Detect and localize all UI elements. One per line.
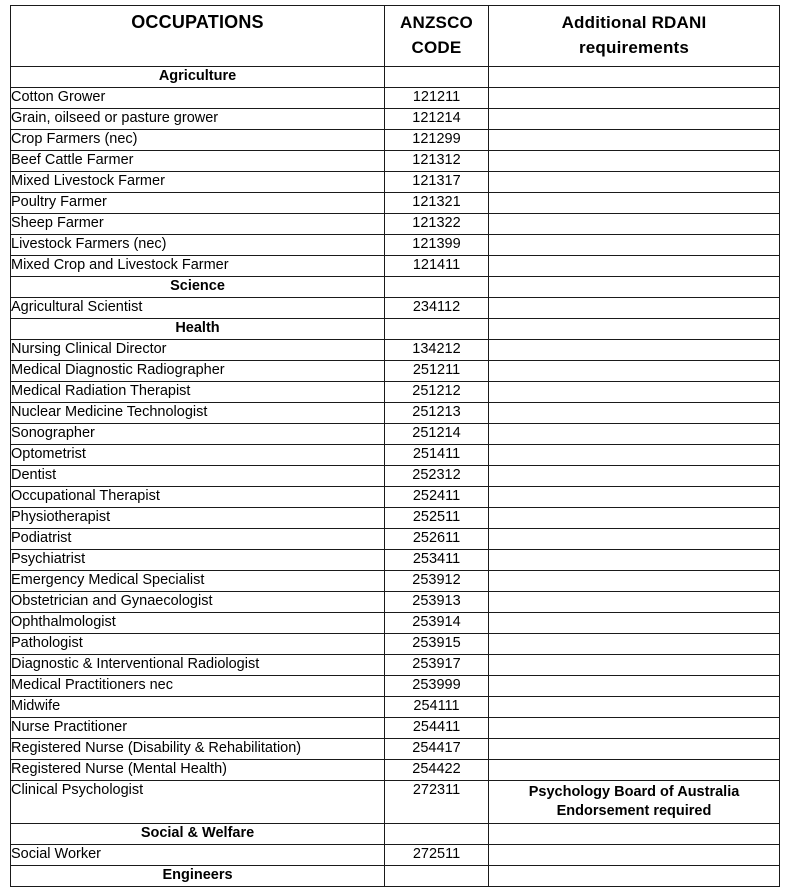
table-row — [11, 109, 780, 130]
occupation-name-cell: Beef Cattle Farmer — [11, 151, 385, 172]
occupation-name-cell: Dentist — [11, 466, 385, 487]
occupation-name-cell: Livestock Farmers (nec) — [11, 235, 385, 256]
section-heading-rdani-cell — [489, 824, 780, 845]
section-heading-label: Engineers — [11, 866, 385, 887]
section-heading-label: Science — [11, 277, 385, 298]
anzsco-code-cell: 121317 — [385, 172, 489, 193]
anzsco-code-cell: 252411 — [385, 487, 489, 508]
section-heading-label: Agriculture — [11, 67, 385, 88]
occupation-name-cell: Medical Radiation Therapist — [11, 382, 385, 403]
anzsco-code-cell: 234112 — [385, 298, 489, 319]
rdani-requirement-cell — [489, 403, 780, 424]
rdani-requirement-cell — [489, 361, 780, 382]
rdani-requirement-cell — [489, 634, 780, 655]
rdani-requirement-cell — [489, 487, 780, 508]
section-heading-code-cell — [385, 866, 489, 887]
column-header-anzsco-code — [385, 6, 489, 67]
rdani-requirement-cell — [489, 466, 780, 487]
rdani-requirement-cell — [489, 676, 780, 697]
occupation-name-cell: Optometrist — [11, 445, 385, 466]
table-row — [11, 193, 780, 214]
occupation-name-cell: Nurse Practitioner — [11, 718, 385, 739]
section-heading-rdani-cell — [489, 866, 780, 887]
anzsco-code-cell: 253917 — [385, 655, 489, 676]
rdani-requirement-cell — [489, 214, 780, 235]
column-header-rdani-line2: requirements — [578, 38, 690, 57]
table-row — [11, 382, 780, 403]
rdani-requirement-cell — [489, 571, 780, 592]
section-heading-label: Social & Welfare — [11, 824, 385, 845]
anzsco-code-cell: 254111 — [385, 697, 489, 718]
anzsco-code-cell: 254411 — [385, 718, 489, 739]
table-row — [11, 130, 780, 151]
anzsco-code-cell: 121211 — [385, 88, 489, 109]
rdani-requirement-cell — [489, 508, 780, 529]
occupation-name-cell: Midwife — [11, 697, 385, 718]
anzsco-code-cell: 252511 — [385, 508, 489, 529]
table-row — [11, 634, 780, 655]
table-row — [11, 676, 780, 697]
anzsco-code-cell: 121321 — [385, 193, 489, 214]
occupations-table — [10, 5, 780, 887]
occupation-name-cell: Agricultural Scientist — [11, 298, 385, 319]
table-row — [11, 88, 780, 109]
section-heading-row — [11, 319, 780, 340]
section-heading-rdani-cell — [489, 319, 780, 340]
rdani-requirement-cell — [489, 340, 780, 361]
anzsco-code-cell: 251213 — [385, 403, 489, 424]
rdani-requirement-cell — [489, 592, 780, 613]
table-row — [11, 424, 780, 445]
section-heading-row — [11, 67, 780, 88]
anzsco-code-cell: 121399 — [385, 235, 489, 256]
section-heading-code-cell — [385, 67, 489, 88]
occupation-name-cell: Cotton Grower — [11, 88, 385, 109]
anzsco-code-cell: 121411 — [385, 256, 489, 277]
section-heading-code-cell — [385, 319, 489, 340]
table-header-row — [11, 6, 780, 67]
anzsco-code-cell: 252611 — [385, 529, 489, 550]
occupation-name-cell: Nursing Clinical Director — [11, 340, 385, 361]
occupation-name-cell: Psychiatrist — [11, 550, 385, 571]
rdani-requirement-cell — [489, 655, 780, 676]
anzsco-code-cell: 251212 — [385, 382, 489, 403]
table-row — [11, 403, 780, 424]
rdani-requirement-cell — [489, 382, 780, 403]
occupation-name-cell: Emergency Medical Specialist — [11, 571, 385, 592]
anzsco-code-cell: 121299 — [385, 130, 489, 151]
anzsco-code-cell: 272511 — [385, 845, 489, 866]
occupation-name-cell: Poultry Farmer — [11, 193, 385, 214]
table-row — [11, 655, 780, 676]
rdani-requirement-cell — [489, 613, 780, 634]
anzsco-code-cell: 272311 — [385, 781, 489, 824]
section-heading-row — [11, 277, 780, 298]
occupation-name-cell: Clinical Psychologist — [11, 781, 385, 824]
anzsco-code-cell: 252312 — [385, 466, 489, 487]
rdani-requirement-cell — [489, 445, 780, 466]
table-row — [11, 361, 780, 382]
anzsco-code-cell: 253411 — [385, 550, 489, 571]
rdani-requirement-cell — [489, 172, 780, 193]
rdani-requirement-cell — [489, 298, 780, 319]
column-header-occupations: OCCUPATIONS — [11, 6, 385, 67]
table-header — [11, 6, 780, 67]
anzsco-code-cell: 121214 — [385, 109, 489, 130]
anzsco-code-cell: 121322 — [385, 214, 489, 235]
anzsco-code-cell: 251211 — [385, 361, 489, 382]
rdani-requirement-cell — [489, 697, 780, 718]
table-row — [11, 592, 780, 613]
table-row — [11, 256, 780, 277]
column-header-anzsco-code-line1: ANZSCO — [400, 13, 473, 32]
occupation-name-cell: Occupational Therapist — [11, 487, 385, 508]
table-row — [11, 466, 780, 487]
rdani-requirement-cell: Psychology Board of Australia Endorsement required — [489, 781, 780, 824]
rdani-requirement-cell — [489, 760, 780, 781]
column-header-anzsco-code-line2: CODE — [411, 38, 462, 57]
table-row — [11, 845, 780, 866]
occupation-name-cell: Registered Nurse (Disability & Rehabilitation) — [11, 739, 385, 760]
anzsco-code-cell: 254417 — [385, 739, 489, 760]
rdani-requirement-cell — [489, 256, 780, 277]
occupation-name-cell: Sonographer — [11, 424, 385, 445]
rdani-requirement-cell — [489, 109, 780, 130]
occupation-name-cell: Diagnostic & Interventional Radiologist — [11, 655, 385, 676]
occupation-name-cell: Medical Diagnostic Radiographer — [11, 361, 385, 382]
rdani-requirement-cell — [489, 739, 780, 760]
anzsco-code-cell: 121312 — [385, 151, 489, 172]
table-row — [11, 781, 780, 824]
section-heading-row — [11, 824, 780, 845]
table-row — [11, 529, 780, 550]
rdani-requirement-cell — [489, 529, 780, 550]
rdani-requirement-cell — [489, 718, 780, 739]
section-heading-row — [11, 866, 780, 887]
column-header-rdani-line1: Additional RDANI — [561, 13, 707, 32]
anzsco-code-cell: 251411 — [385, 445, 489, 466]
occupation-name-cell: Nuclear Medicine Technologist — [11, 403, 385, 424]
table-row — [11, 298, 780, 319]
table-row — [11, 151, 780, 172]
rdani-requirement-cell — [489, 130, 780, 151]
occupation-name-cell: Social Worker — [11, 845, 385, 866]
table-row — [11, 718, 780, 739]
table-row — [11, 697, 780, 718]
occupation-name-cell: Podiatrist — [11, 529, 385, 550]
anzsco-code-cell: 253913 — [385, 592, 489, 613]
occupation-name-cell: Ophthalmologist — [11, 613, 385, 634]
anzsco-code-cell: 253915 — [385, 634, 489, 655]
section-heading-rdani-cell — [489, 67, 780, 88]
anzsco-code-cell: 253912 — [385, 571, 489, 592]
column-header-rdani-requirements — [489, 6, 780, 67]
occupation-name-cell: Physiotherapist — [11, 508, 385, 529]
table-row — [11, 445, 780, 466]
anzsco-code-cell: 253914 — [385, 613, 489, 634]
table-row — [11, 487, 780, 508]
occupation-name-cell: Pathologist — [11, 634, 385, 655]
section-heading-code-cell — [385, 824, 489, 845]
rdani-requirement-cell — [489, 845, 780, 866]
occupation-name-cell: Obstetrician and Gynaecologist — [11, 592, 385, 613]
table-row — [11, 508, 780, 529]
table-row — [11, 214, 780, 235]
table-body — [11, 67, 780, 887]
occupation-name-cell: Grain, oilseed or pasture grower — [11, 109, 385, 130]
table-row — [11, 172, 780, 193]
table-row — [11, 340, 780, 361]
section-heading-code-cell — [385, 277, 489, 298]
rdani-requirement-cell — [489, 88, 780, 109]
rdani-requirement-cell — [489, 550, 780, 571]
occupations-table-container — [10, 5, 779, 887]
table-row — [11, 550, 780, 571]
table-row — [11, 571, 780, 592]
occupation-name-cell: Registered Nurse (Mental Health) — [11, 760, 385, 781]
occupation-name-cell: Crop Farmers (nec) — [11, 130, 385, 151]
rdani-requirement-cell — [489, 235, 780, 256]
section-heading-label: Health — [11, 319, 385, 340]
anzsco-code-cell: 254422 — [385, 760, 489, 781]
rdani-requirement-cell — [489, 193, 780, 214]
rdani-requirement-cell — [489, 424, 780, 445]
table-row — [11, 613, 780, 634]
occupation-name-cell: Mixed Livestock Farmer — [11, 172, 385, 193]
anzsco-code-cell: 251214 — [385, 424, 489, 445]
rdani-requirement-cell — [489, 151, 780, 172]
table-row — [11, 235, 780, 256]
table-row — [11, 739, 780, 760]
occupation-name-cell: Sheep Farmer — [11, 214, 385, 235]
occupation-name-cell: Medical Practitioners nec — [11, 676, 385, 697]
section-heading-rdani-cell — [489, 277, 780, 298]
anzsco-code-cell: 134212 — [385, 340, 489, 361]
anzsco-code-cell: 253999 — [385, 676, 489, 697]
table-row — [11, 760, 780, 781]
occupation-name-cell: Mixed Crop and Livestock Farmer — [11, 256, 385, 277]
